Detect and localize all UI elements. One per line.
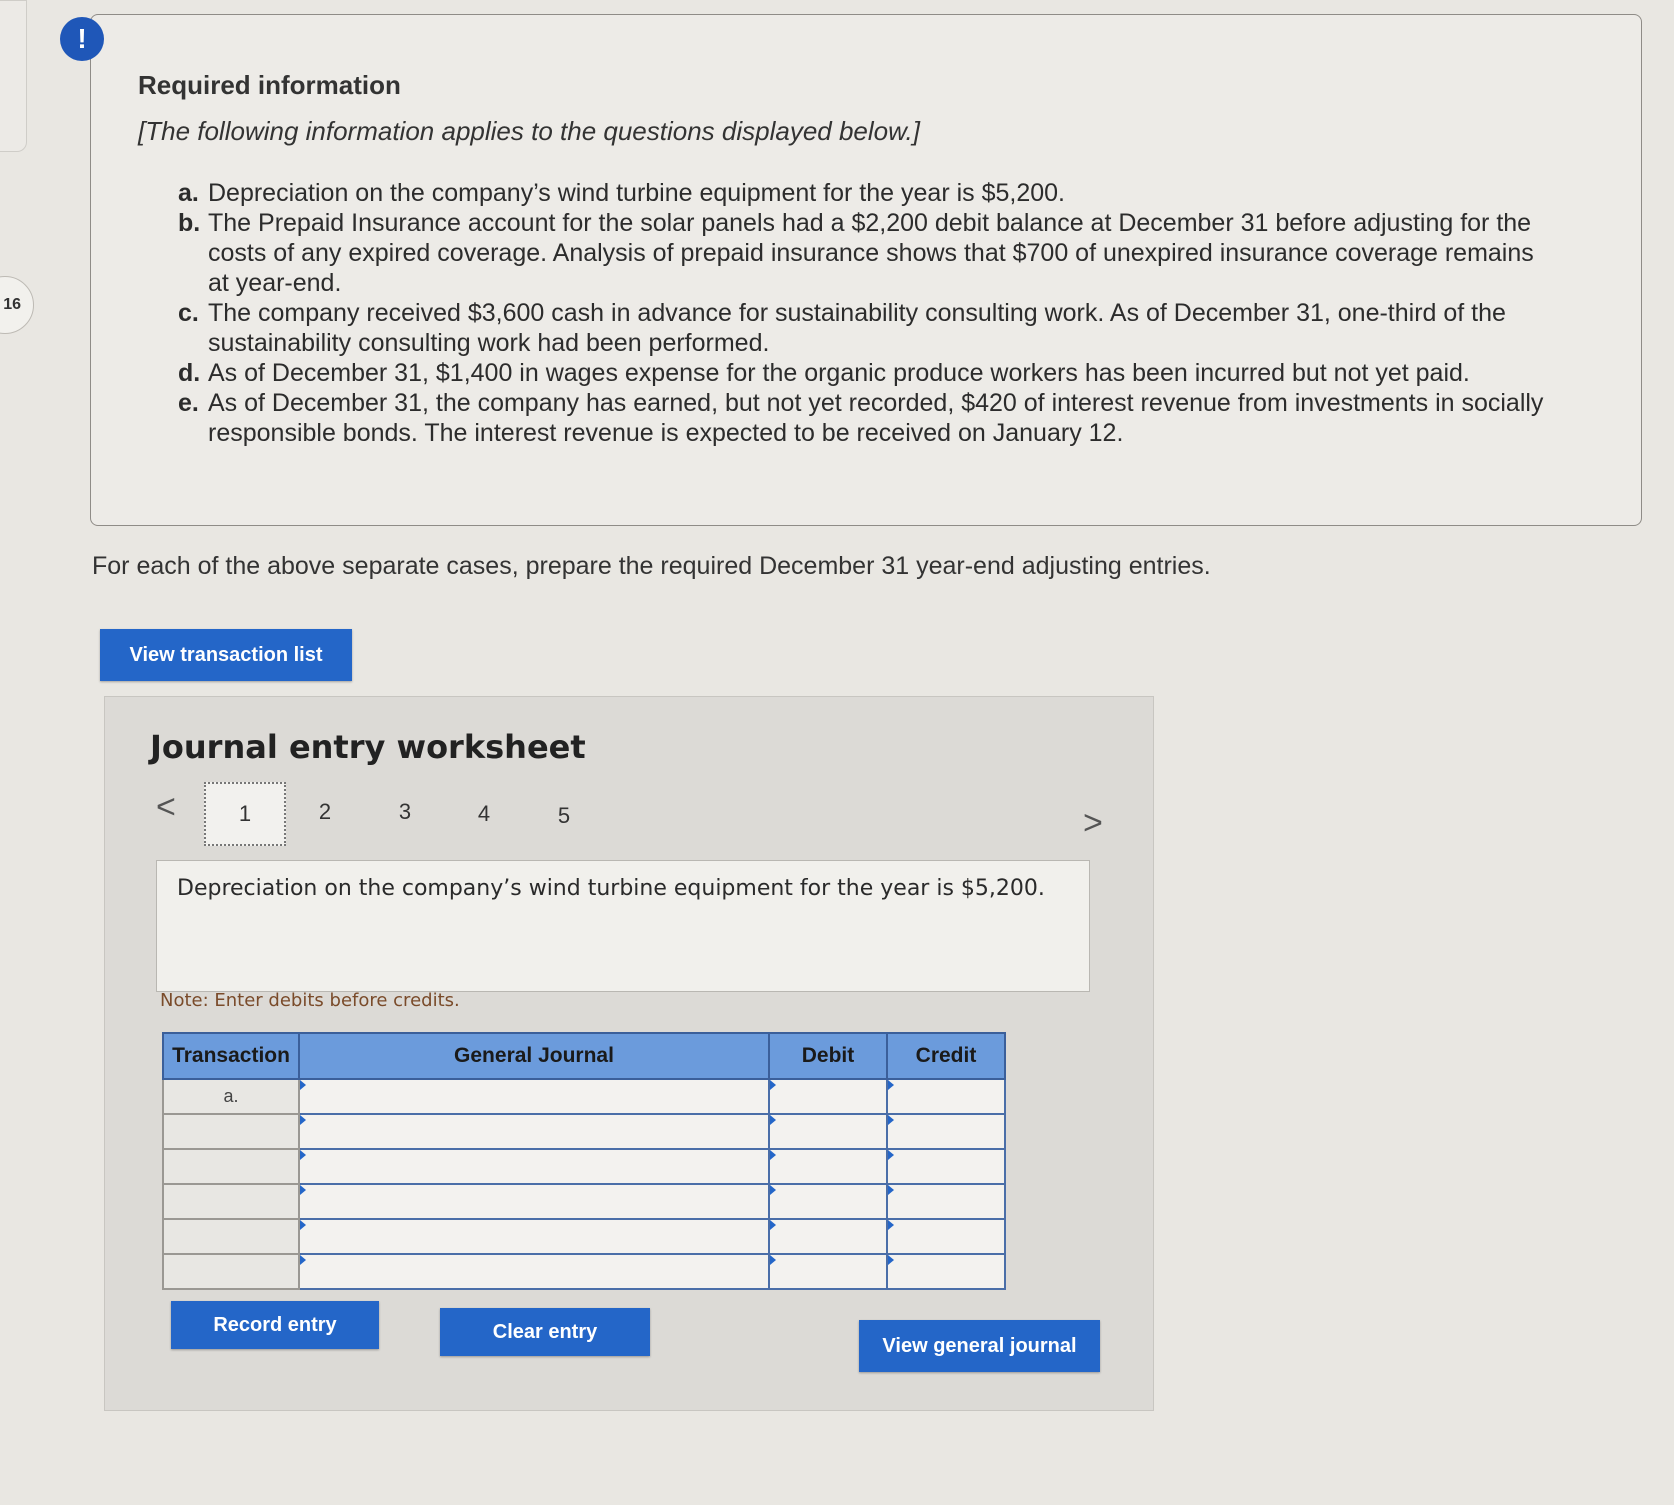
info-item-letter: b. [178,209,201,237]
credit-header: Credit [887,1033,1005,1079]
view-transaction-list-button[interactable]: View transaction list [100,629,352,681]
credit-input-cell[interactable] [887,1219,1005,1254]
debit-input-cell[interactable] [769,1184,887,1219]
transaction-cell [163,1149,299,1184]
input-marker-icon [770,1255,776,1265]
dropdown-marker-icon [300,1220,306,1230]
entry-description: Depreciation on the company’s wind turbine equipment for the year is $5,200. [177,876,1045,901]
input-marker-icon [770,1185,776,1195]
entry-note: Note: Enter debits before credits. [160,990,460,1011]
debit-input-cell[interactable] [769,1254,887,1289]
input-marker-icon [770,1220,776,1230]
info-item-text: As of December 31, $1,400 in wages expense for the organic produce workers has been incurred but not yet paid. [208,359,1470,387]
entry-tab-2[interactable]: 2 [318,799,332,824]
info-item-letter: c. [178,299,199,327]
input-marker-icon [770,1080,776,1090]
info-item-letter: e. [178,389,199,417]
table-row [163,1079,1005,1114]
info-item-a [178,178,1558,208]
entry-tab-1[interactable] [204,782,286,846]
dropdown-marker-icon [300,1185,306,1195]
side-panel-tab[interactable] [0,0,27,152]
debit-input-cell[interactable] [769,1114,887,1149]
next-entry-arrow-icon[interactable]: > [1083,804,1103,842]
info-item-text: Depreciation on the company’s wind turbine equipment for the year is $5,200. [208,179,1065,207]
dropdown-marker-icon [300,1115,306,1125]
prev-entry-arrow-icon[interactable]: < [156,788,176,826]
journal-table [162,1032,1006,1290]
transaction-header: Transaction [163,1033,299,1079]
entry-tab-5[interactable]: 5 [557,803,571,828]
entry-tab-4[interactable]: 4 [477,801,491,826]
input-marker-icon [888,1150,894,1160]
table-row [163,1149,1005,1184]
input-marker-icon [888,1115,894,1125]
transaction-cell [163,1114,299,1149]
info-item-d [178,358,1558,388]
input-marker-icon [888,1185,894,1195]
input-marker-icon [888,1220,894,1230]
info-item-e [178,388,1558,448]
account-select-cell[interactable] [299,1219,769,1254]
info-item-text: As of December 31, the company has earned, but not yet recorded, $420 of interest revenue from investments in socially responsible bonds. The interest revenue is expected to be received on January 12. [208,389,1544,447]
info-item-text: The Prepaid Insurance account for the solar panels had a $2,200 debit balance at December 31 before adjusting for the costs of any expired coverage. Analysis of prepaid insurance shows that $700 of unexpired insurance coverage remains at year-end. [208,209,1534,297]
dropdown-marker-icon [300,1255,306,1265]
info-title: Required information [138,70,401,100]
general-journal-header: General Journal [299,1033,769,1079]
clear-entry-button[interactable]: Clear entry [440,1308,650,1356]
account-select-cell[interactable] [299,1184,769,1219]
worksheet-title: Journal entry worksheet [150,728,586,766]
table-row [163,1254,1005,1289]
transaction-cell [163,1254,299,1289]
account-select-cell[interactable] [299,1079,769,1114]
credit-input-cell[interactable] [887,1114,1005,1149]
credit-input-cell[interactable] [887,1254,1005,1289]
info-item-b [178,208,1558,298]
account-select-cell[interactable] [299,1254,769,1289]
info-list [178,178,1558,448]
input-marker-icon [770,1115,776,1125]
table-row [163,1184,1005,1219]
account-select-cell[interactable] [299,1149,769,1184]
credit-input-cell[interactable] [887,1149,1005,1184]
entry-tab-label: 1 [238,801,252,826]
journal-header-row [163,1033,1005,1079]
info-item-letter: d. [178,359,201,387]
debit-input-cell[interactable] [769,1079,887,1114]
input-marker-icon [888,1080,894,1090]
transaction-cell [163,1184,299,1219]
table-row [163,1114,1005,1149]
view-general-journal-button[interactable]: View general journal [859,1320,1100,1372]
input-marker-icon [888,1255,894,1265]
info-item-text: The company received $3,600 cash in advance for sustainability consulting work. As of December 31, one-third of the sustainability consulting work had been performed. [208,299,1506,357]
info-subtitle: [The following information applies to the questions displayed below.] [138,116,920,146]
exclamation-icon: ! [60,17,104,61]
question-number: 16 [3,296,21,313]
question-number-badge[interactable] [0,276,34,334]
entry-tab-3[interactable]: 3 [398,799,412,824]
credit-input-cell[interactable] [887,1184,1005,1219]
instruction-text: For each of the above separate cases, prepare the required December 31 year-end adjusting entries. [92,552,1211,580]
dropdown-marker-icon [300,1080,306,1090]
account-select-cell[interactable] [299,1114,769,1149]
dropdown-marker-icon [300,1150,306,1160]
info-item-letter: a. [178,179,199,207]
info-item-c [178,298,1558,358]
input-marker-icon [770,1150,776,1160]
transaction-cell [163,1219,299,1254]
debit-input-cell[interactable] [769,1149,887,1184]
record-entry-button[interactable]: Record entry [171,1301,379,1349]
debit-header: Debit [769,1033,887,1079]
debit-input-cell[interactable] [769,1219,887,1254]
table-row [163,1219,1005,1254]
transaction-cell: a. [163,1079,299,1114]
credit-input-cell[interactable] [887,1079,1005,1114]
